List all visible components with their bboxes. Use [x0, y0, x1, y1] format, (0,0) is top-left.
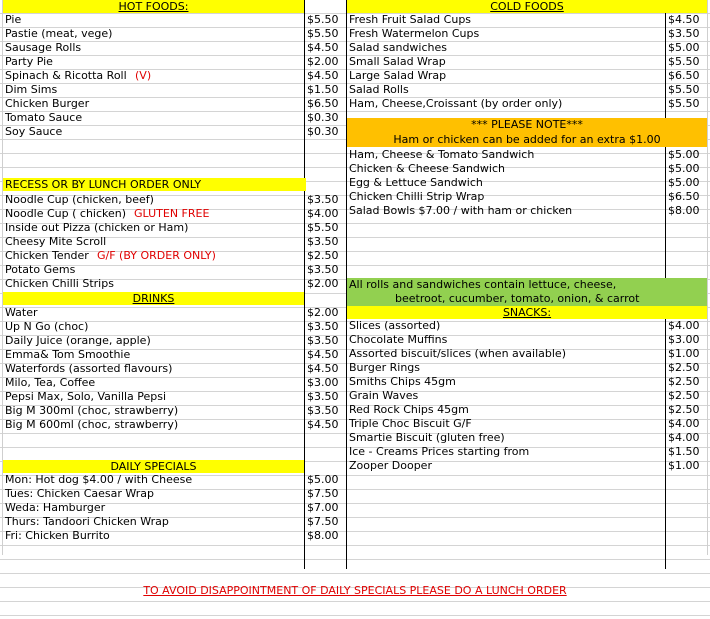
snack-price: $4.00 [668, 319, 700, 332]
cold-food-price: $4.50 [668, 13, 700, 26]
cold-food-name: Small Salad Wrap [349, 55, 446, 68]
sandwich-name: Ham, Cheese & Tomato Sandwich [349, 148, 535, 161]
hot-food-name: Pastie (meat, vege) [5, 27, 113, 40]
drink-price: $3.50 [307, 390, 339, 403]
daily-special-price: $5.00 [307, 473, 339, 486]
daily-special-name: Fri: Chicken Burrito [5, 529, 110, 542]
recess-item-name: Cheesy Mite Scroll [5, 235, 107, 248]
sandwich-name: Egg & Lettuce Sandwich [349, 176, 483, 189]
drink-name: Water [5, 306, 38, 319]
rolls-note-line-1: All rolls and sandwiches contain lettuce, cheese, [349, 278, 617, 291]
cold-food-name: Fresh Fruit Salad Cups [349, 13, 472, 26]
rolls-note-line-2: beetroot, cucumber, tomato, onion, & carrot [395, 292, 640, 305]
drink-name: Daily Juice (orange, apple) [5, 334, 151, 347]
recess-item-name: Noodle Cup (chicken, beef) [5, 193, 154, 206]
snack-price: $4.00 [668, 417, 700, 430]
drink-name: Waterfords (assorted flavours) [5, 362, 173, 375]
recess-item-name: Inside out Pizza (chicken or Ham) [5, 221, 189, 234]
snack-price: $2.50 [668, 403, 700, 416]
daily-special-price: $7.50 [307, 487, 339, 500]
hot-food-price: $0.30 [307, 111, 339, 124]
recess-item-tag: GLUTEN FREE [134, 207, 210, 220]
hot-food-name: Tomato Sauce [5, 111, 83, 124]
hot-food-price: $5.50 [307, 27, 339, 40]
sandwich-price: $6.50 [668, 190, 700, 203]
snack-price: $1.50 [668, 445, 700, 458]
snack-price: $2.50 [668, 375, 700, 388]
drink-price: $3.50 [307, 334, 339, 347]
drink-price: $4.50 [307, 348, 339, 361]
drink-name: Up N Go (choc) [5, 320, 89, 333]
hot-food-name: Pie [5, 13, 22, 26]
snack-price: $1.00 [668, 459, 700, 472]
sandwich-name: Chicken Chilli Strip Wrap [349, 190, 485, 203]
daily-special-name: Thurs: Tandoori Chicken Wrap [5, 515, 169, 528]
snack-name: Slices (assorted) [349, 319, 441, 332]
drink-name: Milo, Tea, Coffee [5, 376, 96, 389]
drink-price: $3.50 [307, 404, 339, 417]
cold-food-name: Salad sandwiches [349, 41, 447, 54]
cold-food-name: Salad Rolls [349, 83, 409, 96]
drink-name: Emma& Tom Smoothie [5, 348, 131, 361]
snack-name: Burger Rings [349, 361, 421, 374]
cold-food-price: $5.00 [668, 41, 700, 54]
recess-item-name: Potato Gems [5, 263, 76, 276]
please-note-text: Ham or chicken can be added for an extra $1.00 [347, 132, 707, 147]
recess-item-price: $3.50 [307, 263, 339, 276]
drink-name: Big M 300ml (choc, strawberry) [5, 404, 179, 417]
recess-item-name: Chicken Chilli Strips [5, 277, 114, 290]
hot-food-name: Chicken Burger [5, 97, 90, 110]
sandwich-name: Salad Bowls $7.00 / with ham or chicken [349, 204, 573, 217]
cold-foods-header: COLD FOODS [347, 0, 707, 13]
cold-food-price: $6.50 [668, 69, 700, 82]
snack-price: $4.00 [668, 431, 700, 444]
cold-food-name: Fresh Watermelon Cups [349, 27, 480, 40]
hot-food-name: Sausage Rolls [5, 41, 82, 54]
hot-food-price: $4.50 [307, 41, 339, 54]
daily-special-name: Tues: Chicken Caesar Wrap [5, 487, 154, 500]
snack-price: $2.50 [668, 361, 700, 374]
sandwich-price: $8.00 [668, 204, 700, 217]
snacks-header: SNACKS: [347, 306, 707, 319]
snack-price: $1.00 [668, 347, 700, 360]
cold-food-name: Ham, Cheese,Croissant (by order only) [349, 97, 563, 110]
snack-price: $3.00 [668, 333, 700, 346]
hot-food-price: $1.50 [307, 83, 339, 96]
daily-special-price: $8.00 [307, 529, 339, 542]
recess-header: RECESS OR BY LUNCH ORDER ONLY [3, 178, 306, 191]
snack-name: Smartie Biscuit (gluten free) [349, 431, 505, 444]
recess-item-price: $5.50 [307, 221, 339, 234]
drink-name: Big M 600ml (choc, strawberry) [5, 418, 179, 431]
recess-item-price: $2.00 [307, 277, 339, 290]
snack-name: Triple Choc Biscuit G/F [349, 417, 472, 430]
recess-item-price: $3.50 [307, 235, 339, 248]
drink-price: $4.50 [307, 362, 339, 375]
daily-special-price: $7.00 [307, 501, 339, 514]
hot-food-name: Party Pie [5, 55, 53, 68]
hot-food-price: $2.00 [307, 55, 339, 68]
sandwich-price: $5.00 [668, 162, 700, 175]
snack-name: Red Rock Chips 45gm [349, 403, 469, 416]
daily-special-name: Mon: Hot dog $4.00 / with Cheese [5, 473, 193, 486]
drink-price: $4.50 [307, 418, 339, 431]
recess-item-price: $3.50 [307, 193, 339, 206]
drink-price: $3.50 [307, 320, 339, 333]
hot-food-name: Soy Sauce [5, 125, 63, 138]
hot-food-price: $4.50 [307, 69, 339, 82]
drink-price: $2.00 [307, 306, 339, 319]
drink-name: Pepsi Max, Solo, Vanilla Pepsi [5, 390, 167, 403]
snack-price: $2.50 [668, 389, 700, 402]
cold-food-price: $3.50 [668, 27, 700, 40]
daily-specials-header: DAILY SPECIALS [3, 460, 304, 473]
drink-price: $3.00 [307, 376, 339, 389]
cold-food-price: $5.50 [668, 97, 700, 110]
recess-item-name: Noodle Cup ( chicken) [5, 207, 127, 220]
hot-foods-header: HOT FOODS: [3, 0, 304, 13]
sandwich-price: $5.00 [668, 176, 700, 189]
recess-item-price: $2.50 [307, 249, 339, 262]
cold-food-price: $5.50 [668, 83, 700, 96]
hot-food-name: Dim Sims [5, 83, 58, 96]
hot-food-price: $5.50 [307, 13, 339, 26]
cold-food-name: Large Salad Wrap [349, 69, 447, 82]
hot-food-price: $0.30 [307, 125, 339, 138]
sandwich-name: Chicken & Cheese Sandwich [349, 162, 505, 175]
please-note-title: *** PLEASE NOTE*** [347, 118, 707, 132]
daily-special-name: Weda: Hamburger [5, 501, 106, 514]
snack-name: Chocolate Muffins [349, 333, 448, 346]
drinks-header: DRINKS [3, 292, 304, 305]
recess-item-name: Chicken Tender [5, 249, 89, 262]
hot-food-tag: (V) [135, 69, 152, 82]
snack-name: Smiths Chips 45gm [349, 375, 456, 388]
footer-warning: TO AVOID DISAPPOINTMENT OF DAILY SPECIALS PLEASE DO A LUNCH ORDER [143, 584, 567, 597]
snack-name: Ice - Creams Prices starting from [349, 445, 530, 458]
snack-name: Assorted biscuit/slices (when available) [349, 347, 566, 360]
daily-special-price: $7.50 [307, 515, 339, 528]
snack-name: Grain Waves [349, 389, 419, 402]
cold-food-price: $5.50 [668, 55, 700, 68]
sandwich-price: $5.00 [668, 148, 700, 161]
recess-item-price: $4.00 [307, 207, 339, 220]
recess-item-tag: G/F (BY ORDER ONLY) [97, 249, 216, 262]
snack-name: Zooper Dooper [349, 459, 432, 472]
hot-food-name: Spinach & Ricotta Roll [5, 69, 127, 82]
hot-food-price: $6.50 [307, 97, 339, 110]
